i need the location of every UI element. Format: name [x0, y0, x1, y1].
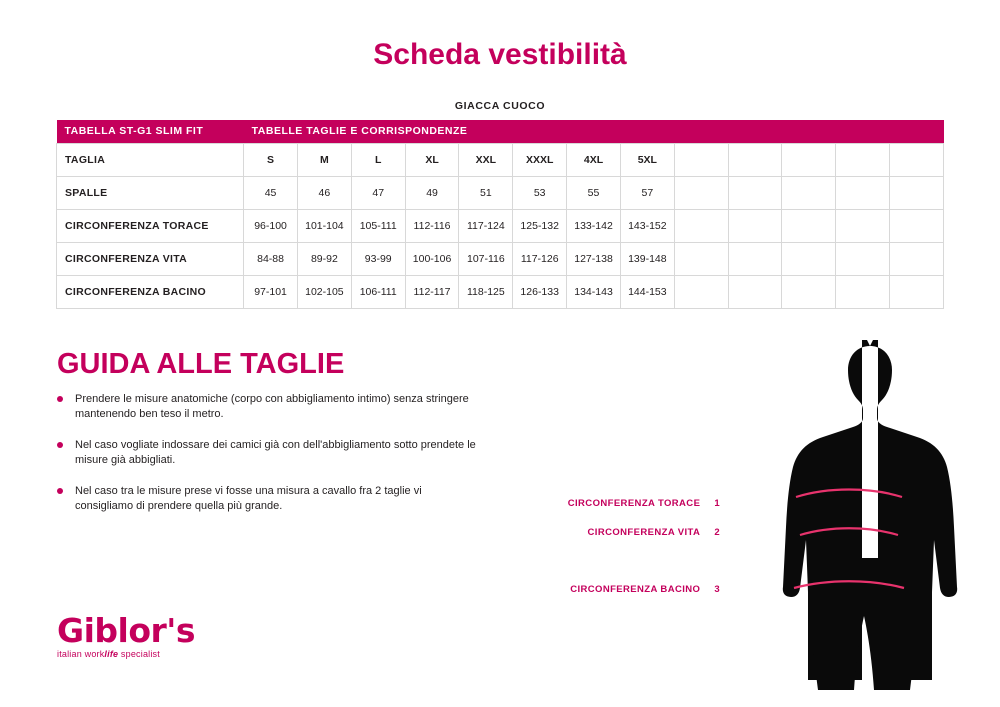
- measurement-number: 1: [714, 498, 720, 509]
- brand-logo: [57, 611, 317, 659]
- logo-tagline-post: specialist: [118, 649, 160, 659]
- table-cell: 117-126: [513, 242, 567, 275]
- table-header-right: TABELLE TAGLIE E CORRISPONDENZE: [244, 120, 944, 143]
- table-cell: [890, 209, 944, 242]
- bullet-dot-icon: [57, 442, 63, 448]
- table-cell: 47: [351, 176, 405, 209]
- list-item-text: Nel caso vogliate indossare dei camici già con dell'abbigliamento sotto prendete le misure già abbigliati.: [75, 439, 476, 466]
- bullet-dot-icon: [57, 396, 63, 402]
- table-cell: [890, 275, 944, 308]
- table-cell: 4XL: [567, 143, 621, 176]
- table-cell: S: [244, 143, 298, 176]
- table-cell: [890, 242, 944, 275]
- table-cell: [836, 275, 890, 308]
- row-label: SPALLE: [57, 176, 244, 209]
- table-cell: 100-106: [405, 242, 459, 275]
- table-cell: 97-101: [244, 275, 298, 308]
- table-cell: [782, 143, 836, 176]
- table-cell: 127-138: [567, 242, 621, 275]
- male-torso-silhouette-icon: [720, 340, 980, 690]
- table-row: [57, 176, 944, 209]
- table-cell: [674, 209, 728, 242]
- body-figure-illustration: [720, 340, 980, 690]
- measurement-label-bacino: [480, 584, 720, 595]
- list-item: [57, 438, 477, 467]
- table-cell: [782, 209, 836, 242]
- table-cell: 144-153: [620, 275, 674, 308]
- logo-tagline-mid: life: [104, 649, 119, 659]
- table-cell: 105-111: [351, 209, 405, 242]
- table-header-row: [57, 120, 944, 143]
- product-subtitle: GIACCA CUOCO: [454, 100, 546, 112]
- table-cell: L: [351, 143, 405, 176]
- table-row: [57, 209, 944, 242]
- page-title: Scheda vestibilità: [373, 38, 627, 71]
- table-header-left: TABELLA ST-G1 SLIM FIT: [57, 120, 244, 143]
- table-cell: 143-152: [620, 209, 674, 242]
- table-cell: 5XL: [620, 143, 674, 176]
- measurement-number: 3: [714, 584, 720, 595]
- table-cell: 112-117: [405, 275, 459, 308]
- table-cell: 96-100: [244, 209, 298, 242]
- table-cell: 101-104: [297, 209, 351, 242]
- table-cell: 49: [405, 176, 459, 209]
- table-cell: 57: [620, 176, 674, 209]
- table-cell: [674, 275, 728, 308]
- row-label: TAGLIA: [57, 143, 244, 176]
- table-cell: 126-133: [513, 275, 567, 308]
- measurement-label-vita: [480, 527, 720, 538]
- logo-wordmark: Giblor's: [57, 611, 196, 650]
- bullet-dot-icon: [57, 488, 63, 494]
- table-cell: [890, 143, 944, 176]
- logo-tagline-pre: italian work: [57, 649, 105, 659]
- measurement-text: CIRCONFERENZA VITA: [587, 527, 701, 538]
- table-cell: 134-143: [567, 275, 621, 308]
- size-table: [56, 120, 944, 309]
- table-cell: 46: [297, 176, 351, 209]
- row-label: CIRCONFERENZA TORACE: [57, 209, 244, 242]
- list-item-text: Prendere le misure anatomiche (corpo con abbigliamento intimo) senza stringere mantenendo ben teso il metro.: [75, 393, 469, 420]
- table-cell: [836, 176, 890, 209]
- size-table-header: [57, 120, 944, 143]
- table-cell: 117-124: [459, 209, 513, 242]
- table-cell: 84-88: [244, 242, 298, 275]
- measurement-number: 2: [714, 527, 720, 538]
- row-label: CIRCONFERENZA BACINO: [57, 275, 244, 308]
- table-cell: 133-142: [567, 209, 621, 242]
- table-cell: XXL: [459, 143, 513, 176]
- table-cell: [674, 176, 728, 209]
- table-cell: [836, 143, 890, 176]
- table-cell: 51: [459, 176, 513, 209]
- size-table-container: [56, 120, 944, 309]
- measurement-text: CIRCONFERENZA TORACE: [567, 498, 701, 509]
- table-cell: [782, 242, 836, 275]
- table-cell: 45: [244, 176, 298, 209]
- table-cell: [674, 143, 728, 176]
- table-cell: M: [297, 143, 351, 176]
- table-row: [57, 143, 944, 176]
- logo-tagline: [57, 649, 317, 659]
- guide-bullet-list: [57, 392, 477, 530]
- guide-title: GUIDA ALLE TAGLIE: [57, 348, 345, 380]
- table-cell: [782, 176, 836, 209]
- table-cell: [674, 242, 728, 275]
- table-cell: 102-105: [297, 275, 351, 308]
- table-cell: [782, 275, 836, 308]
- table-cell: 125-132: [513, 209, 567, 242]
- table-cell: 118-125: [459, 275, 513, 308]
- table-cell: XXXL: [513, 143, 567, 176]
- table-cell: 112-116: [405, 209, 459, 242]
- table-cell: 106-111: [351, 275, 405, 308]
- row-label: CIRCONFERENZA VITA: [57, 242, 244, 275]
- table-cell: [836, 209, 890, 242]
- table-cell: [728, 176, 782, 209]
- table-cell: [836, 242, 890, 275]
- table-row: [57, 242, 944, 275]
- table-cell: 53: [513, 176, 567, 209]
- size-table-body: [57, 143, 944, 308]
- table-cell: 89-92: [297, 242, 351, 275]
- measurement-text: CIRCONFERENZA BACINO: [570, 584, 701, 595]
- table-cell: 93-99: [351, 242, 405, 275]
- table-cell: [728, 143, 782, 176]
- table-cell: [890, 176, 944, 209]
- table-row: [57, 275, 944, 308]
- table-cell: [728, 209, 782, 242]
- measurement-label-torace: [480, 498, 720, 509]
- table-cell: [728, 242, 782, 275]
- list-item: [57, 392, 477, 421]
- table-cell: 139-148: [620, 242, 674, 275]
- table-cell: 55: [567, 176, 621, 209]
- table-cell: XL: [405, 143, 459, 176]
- table-cell: 107-116: [459, 242, 513, 275]
- list-item-text: Nel caso tra le misure prese vi fosse una misura a cavallo fra 2 taglie vi consigliamo di prendere quella più grande.: [75, 485, 422, 512]
- table-cell: [728, 275, 782, 308]
- list-item: [57, 484, 477, 513]
